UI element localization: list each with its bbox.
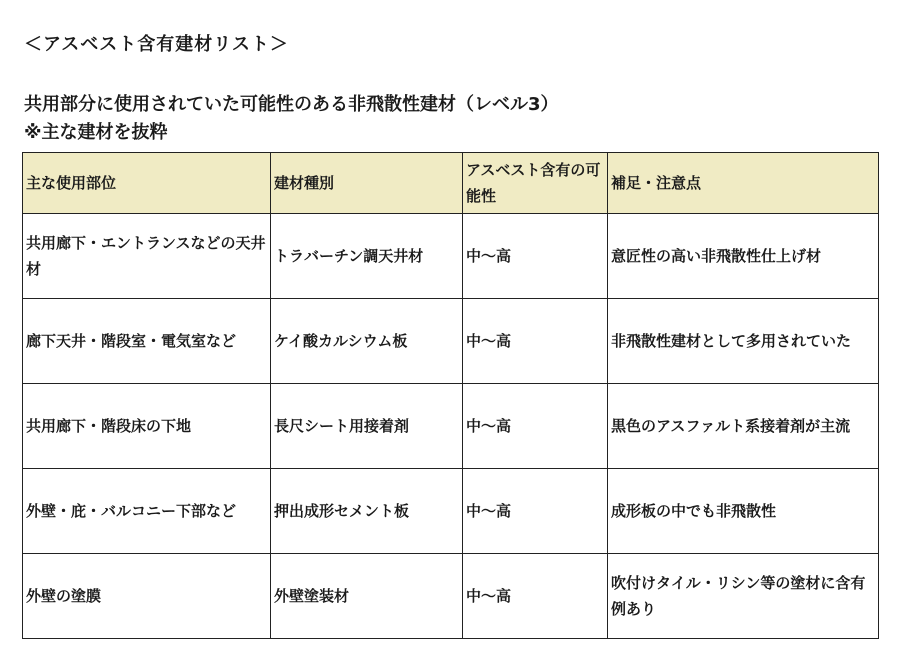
column-header-asbestos-possibility: アスベスト含有の可能性 xyxy=(463,153,608,214)
table-row xyxy=(23,384,879,469)
table-row xyxy=(23,554,879,639)
cell-location: 外壁の塗膜 xyxy=(23,554,271,639)
column-header-notes: 補足・注意点 xyxy=(608,153,879,214)
table-header-row xyxy=(23,153,879,214)
cell-material-type: 外壁塗装材 xyxy=(271,554,463,639)
cell-notes: 吹付けタイル・リシン等の塗材に含有例あり xyxy=(608,554,879,639)
cell-location: 共用廊下・階段床の下地 xyxy=(23,384,271,469)
cell-asbestos-possibility: 中～高 xyxy=(463,469,608,554)
cell-notes: 意匠性の高い非飛散性仕上げ材 xyxy=(608,214,879,299)
cell-asbestos-possibility: 中～高 xyxy=(463,384,608,469)
cell-location: 外壁・庇・バルコニー下部など xyxy=(23,469,271,554)
cell-asbestos-possibility: 中～高 xyxy=(463,214,608,299)
asbestos-material-table xyxy=(22,152,879,639)
cell-material-type: トラバーチン調天井材 xyxy=(271,214,463,299)
cell-material-type: 長尺シート用接着剤 xyxy=(271,384,463,469)
table-note: ※主な建材を抜粋 xyxy=(24,122,168,143)
table-row xyxy=(23,299,879,384)
cell-asbestos-possibility: 中～高 xyxy=(463,299,608,384)
list-heading: ＜アスベスト含有建材リスト＞ xyxy=(24,34,289,55)
cell-location: 共用廊下・エントランスなどの天井材 xyxy=(23,214,271,299)
cell-location: 廊下天井・階段室・電気室など xyxy=(23,299,271,384)
cell-asbestos-possibility: 中～高 xyxy=(463,554,608,639)
cell-notes: 黒色のアスファルト系接着剤が主流 xyxy=(608,384,879,469)
cell-notes: 成形板の中でも非飛散性 xyxy=(608,469,879,554)
cell-material-type: 押出成形セメント板 xyxy=(271,469,463,554)
table-subtitle: 共用部分に使用されていた可能性のある非飛散性建材（レベル3） xyxy=(24,94,559,115)
column-header-material-type: 建材種別 xyxy=(271,153,463,214)
table-row xyxy=(23,214,879,299)
cell-material-type: ケイ酸カルシウム板 xyxy=(271,299,463,384)
column-header-location: 主な使用部位 xyxy=(23,153,271,214)
cell-notes: 非飛散性建材として多用されていた xyxy=(608,299,879,384)
table-row xyxy=(23,469,879,554)
